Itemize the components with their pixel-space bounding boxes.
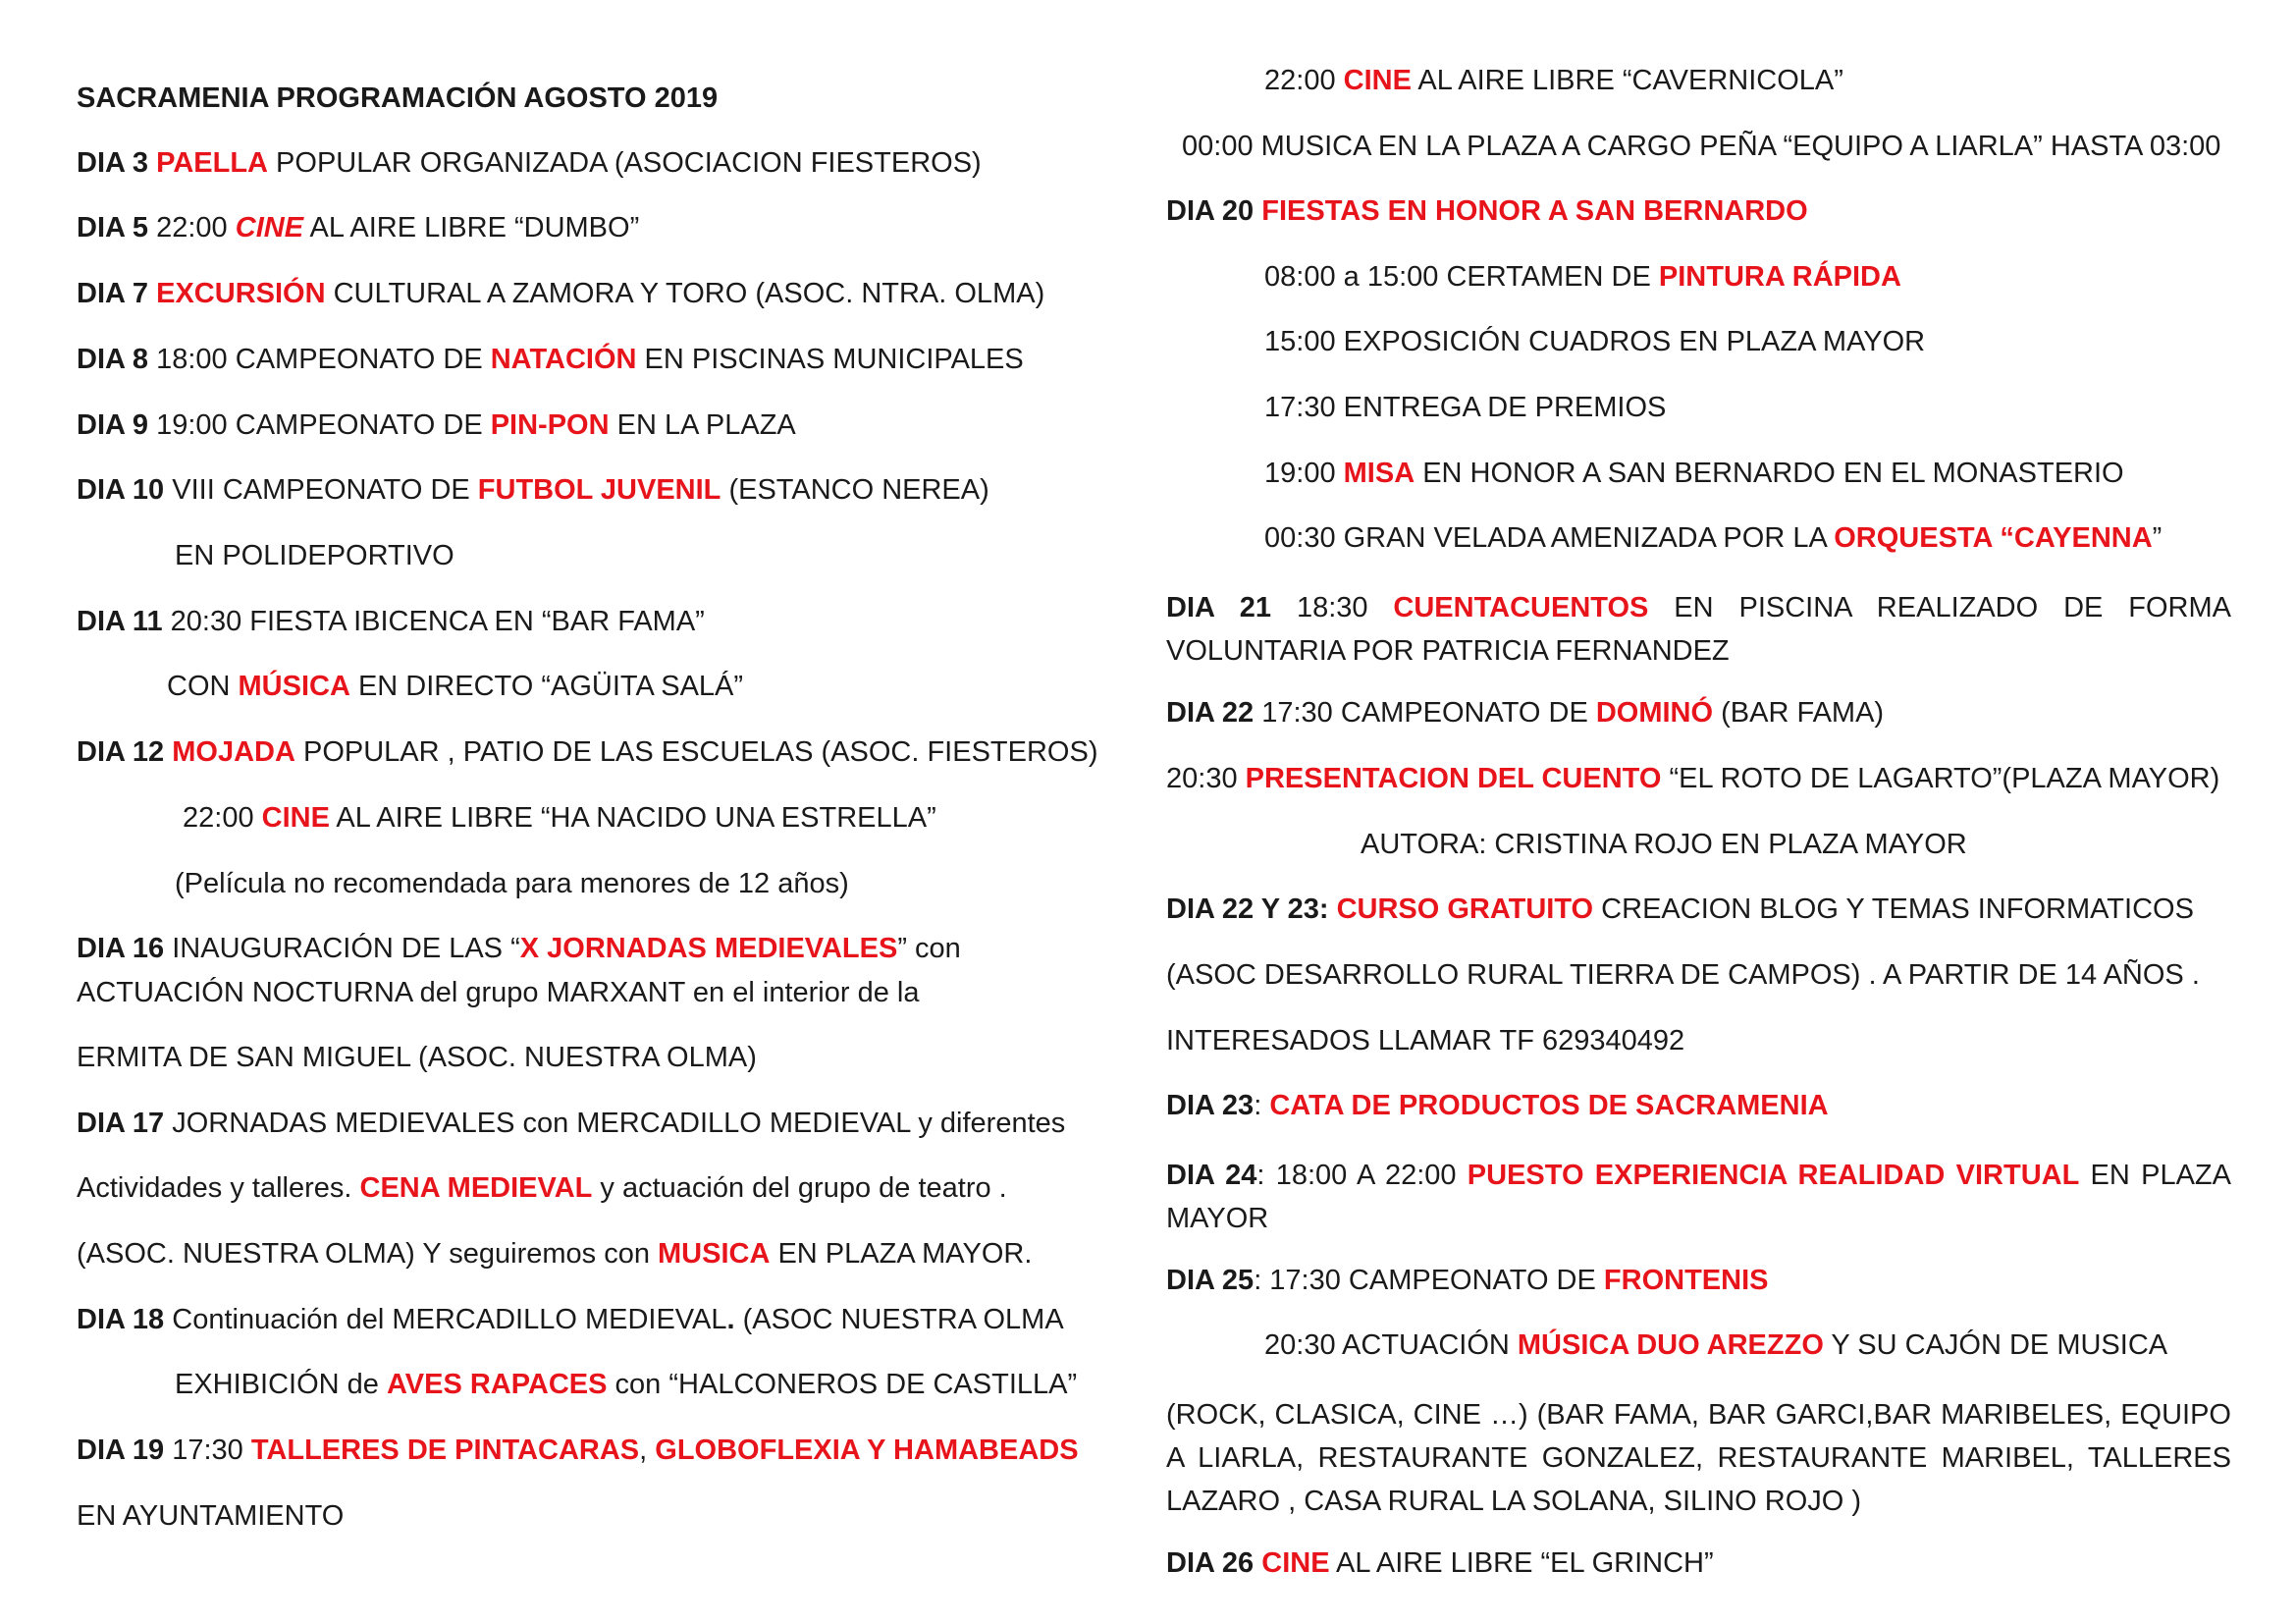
right-column-line xyxy=(1264,520,2162,556)
body-text: EN POLIDEPORTIVO xyxy=(175,540,454,571)
day-label: DIA 18 xyxy=(77,1304,165,1335)
highlight-text: PINTURA RÁPIDA xyxy=(1658,261,1901,293)
body-text: 00:30 GRAN VELADA AMENIZADA POR LA xyxy=(1264,522,1835,554)
left-column-line xyxy=(77,81,718,116)
highlight-text: PAELLA xyxy=(156,147,268,179)
body-text xyxy=(148,147,156,179)
highlight-text: AVES RAPACES xyxy=(386,1369,608,1400)
day-label: DIA 3 xyxy=(77,147,149,179)
body-text: EN AYUNTAMIENTO xyxy=(77,1500,345,1532)
body-text: 15:00 EXPOSICIÓN CUADROS EN PLAZA MAYOR xyxy=(1264,326,1926,357)
highlight-text: CINE xyxy=(235,212,304,244)
highlight-text: CINE xyxy=(261,802,330,834)
highlight-text: MUSICA xyxy=(658,1238,771,1270)
body-text: CULTURAL A ZAMORA Y TORO (ASOC. NTRA. OLMA) xyxy=(325,278,1045,309)
highlight-text: PUESTO EXPERIENCIA REALIDAD VIRTUAL xyxy=(1467,1160,2080,1191)
right-column-line xyxy=(1361,827,1967,862)
day-label: SACRAMENIA PROGRAMACIÓN AGOSTO 2019 xyxy=(77,82,719,114)
left-column-line xyxy=(77,975,919,1010)
day-label: DIA 25 xyxy=(1166,1265,1255,1296)
left-column-line xyxy=(175,866,849,901)
highlight-text: GLOBOFLEXIA Y HAMABEADS xyxy=(655,1435,1079,1466)
highlight-text: CINE xyxy=(1343,65,1412,96)
right-column-line xyxy=(1166,1023,1684,1058)
right-column-line xyxy=(1166,1263,1768,1298)
right-column-line xyxy=(1264,1327,2167,1363)
day-label: DIA 19 xyxy=(77,1435,165,1466)
left-column-line xyxy=(77,276,1044,311)
day-label: . xyxy=(726,1304,735,1335)
left-column-line xyxy=(77,931,961,966)
body-text: 18:00 CAMPEONATO DE xyxy=(148,344,491,375)
highlight-text: EXCURSIÓN xyxy=(156,278,326,309)
left-column-line xyxy=(77,1040,757,1075)
left-column-line xyxy=(175,1367,1077,1402)
body-text: “EL ROTO DE LAGARTO”(PLAZA MAYOR) xyxy=(1661,763,2220,794)
body-text: 22:00 xyxy=(148,212,236,244)
highlight-text: MISA xyxy=(1343,458,1415,489)
body-text: CREACION BLOG Y TEMAS INFORMATICOS xyxy=(1593,893,2194,925)
body-text: (ESTANCO NEREA) xyxy=(721,474,989,506)
left-column-line xyxy=(77,145,982,181)
body-text: EN PLAZA MAYOR. xyxy=(770,1238,1033,1270)
right-column-line xyxy=(1264,390,1666,425)
highlight-text: CATA DE PRODUCTOS DE SACRAMENIA xyxy=(1269,1090,1829,1121)
right-column-line xyxy=(1264,456,2124,491)
left-column-line xyxy=(77,1302,1064,1337)
right-column-line xyxy=(1166,761,2219,796)
body-text: 08:00 a 15:00 CERTAMEN DE xyxy=(1264,261,1659,293)
day-label: DIA 24 xyxy=(1166,1160,1257,1191)
body-text: VIII CAMPEONATO DE xyxy=(164,474,478,506)
body-text: 22:00 xyxy=(1264,65,1344,96)
highlight-text: CENA MEDIEVAL xyxy=(359,1172,593,1204)
day-label: DIA 17 xyxy=(77,1108,165,1139)
body-text: (ROCK, CLASICA, CINE …) (BAR FAMA, BAR GARCI,BAR MARIBELES, EQUIPO A LIARLA, RESTAURANTE GONZALEZ, RESTAURANTE MARIBEL, TALLERES LAZARO , CASA RURAL LA SOLANA, SILINO ROJO ) xyxy=(1166,1399,2231,1517)
body-text: 17:30 CAMPEONATO DE xyxy=(1254,697,1596,729)
left-column-line xyxy=(77,1106,1065,1141)
highlight-text: MOJADA xyxy=(172,736,295,768)
body-text: (ASOC NUESTRA OLMA xyxy=(734,1304,1064,1335)
left-column-line xyxy=(175,538,454,573)
highlight-text: PIN-PON xyxy=(490,409,610,441)
body-text: 20:30 xyxy=(1166,763,1246,794)
body-text: INTERESADOS LLAMAR TF 629340492 xyxy=(1166,1025,1685,1056)
day-label: DIA 7 xyxy=(77,278,149,309)
body-text: 18:30 xyxy=(1271,592,1394,623)
right-column-line xyxy=(1166,193,1808,229)
body-text: Actividades y talleres. xyxy=(77,1172,360,1204)
body-text: (ASOC. NUESTRA OLMA) Y seguiremos con xyxy=(77,1238,659,1270)
body-text: AL AIRE LIBRE “CAVERNICOLA” xyxy=(1411,65,1843,96)
day-label: DIA 9 xyxy=(77,409,149,441)
body-text: y actuación del grupo de teatro . xyxy=(592,1172,1007,1204)
highlight-text: X JORNADAS MEDIEVALES xyxy=(519,933,898,964)
body-text: 17:30 xyxy=(164,1435,251,1466)
highlight-text: MÚSICA DUO AREZZO xyxy=(1517,1329,1824,1361)
day-label: DIA 22 Y 23: xyxy=(1166,893,1329,925)
left-column-line xyxy=(77,342,1024,377)
body-text: : 17:30 CAMPEONATO DE xyxy=(1254,1265,1604,1296)
left-column-line xyxy=(77,1433,1079,1468)
right-column-line xyxy=(1166,1088,1829,1123)
body-text: EN LA PLAZA xyxy=(609,409,796,441)
left-column-line xyxy=(77,472,989,508)
highlight-text: CURSO GRATUITO xyxy=(1336,893,1594,925)
body-text: EN PISCINA REALIZADO DE FORMA VOLUNTARIA POR PATRICIA FERNANDEZ xyxy=(1166,592,2231,667)
body-text: Y SU CAJÓN DE MUSICA xyxy=(1823,1329,2168,1361)
right-column-line xyxy=(1166,892,2194,927)
right-column-line xyxy=(1264,259,1901,295)
right-column-line xyxy=(1166,1545,1714,1581)
day-label: DIA 23 xyxy=(1166,1090,1255,1121)
body-text: ERMITA DE SAN MIGUEL (ASOC. NUESTRA OLMA) xyxy=(77,1042,757,1073)
highlight-text: NATACIÓN xyxy=(490,344,637,375)
day-label: DIA 20 xyxy=(1166,195,1255,227)
right-column-line xyxy=(1166,586,2231,673)
body-text: (Película no recomendada para menores de 12 años) xyxy=(175,868,849,899)
highlight-text: MÚSICA xyxy=(238,671,350,702)
left-column-line xyxy=(77,210,639,245)
left-column-line xyxy=(77,734,1098,770)
day-label: DIA 26 xyxy=(1166,1547,1255,1579)
day-label: DIA 5 xyxy=(77,212,149,244)
left-column-line xyxy=(77,1236,1032,1272)
body-text: 22:00 xyxy=(183,802,262,834)
body-text xyxy=(148,278,156,309)
body-text: (BAR FAMA) xyxy=(1713,697,1885,729)
body-text: Continuación del MERCADILLO MEDIEVAL xyxy=(164,1304,727,1335)
highlight-text: DOMINÓ xyxy=(1595,697,1714,729)
left-column-line xyxy=(77,1170,1007,1206)
body-text: INAUGURACIÓN DE LAS “ xyxy=(164,933,520,964)
body-text: AL AIRE LIBRE “EL GRINCH” xyxy=(1329,1547,1714,1579)
day-label: DIA 22 xyxy=(1166,697,1255,729)
left-column-line xyxy=(77,407,796,443)
body-text: ” con xyxy=(897,933,961,964)
body-text: EN HONOR A SAN BERNARDO EN EL MONASTERIO xyxy=(1415,458,2124,489)
body-text: AUTORA: CRISTINA ROJO EN PLAZA MAYOR xyxy=(1361,829,1967,860)
left-column-line xyxy=(77,604,705,639)
day-label: DIA 16 xyxy=(77,933,165,964)
highlight-text: FIESTAS EN HONOR A SAN BERNARDO xyxy=(1261,195,1808,227)
body-text: 19:00 xyxy=(1264,458,1344,489)
body-text: 20:30 FIESTA IBICENCA EN “BAR FAMA” xyxy=(162,606,705,637)
right-column-line xyxy=(1166,695,1884,731)
left-column-line xyxy=(77,1498,344,1534)
body-text: 00:00 MUSICA EN LA PLAZA A CARGO PEÑA “EQUIPO A LIARLA” HASTA 03:00 xyxy=(1182,131,2221,162)
body-text: AL AIRE LIBRE “DUMBO” xyxy=(303,212,640,244)
right-column-line xyxy=(1166,1154,2231,1240)
body-text: : xyxy=(1254,1090,1270,1121)
highlight-text: TALLERES DE PINTACARAS xyxy=(250,1435,640,1466)
day-label: DIA 10 xyxy=(77,474,165,506)
body-text: CON xyxy=(167,671,239,702)
right-column-line xyxy=(1264,324,1925,359)
body-text: JORNADAS MEDIEVALES con MERCADILLO MEDIEVAL y diferentes xyxy=(164,1108,1066,1139)
right-column-line xyxy=(1264,63,1843,98)
day-label: DIA 8 xyxy=(77,344,149,375)
highlight-text: CUENTACUENTOS xyxy=(1393,592,1649,623)
highlight-text: CINE xyxy=(1261,1547,1330,1579)
body-text: ACTUACIÓN NOCTURNA del grupo MARXANT en el interior de la xyxy=(77,977,920,1008)
body-text: , xyxy=(639,1435,656,1466)
day-label: DIA 12 xyxy=(77,736,165,768)
body-text: (ASOC DESARROLLO RURAL TIERRA DE CAMPOS) . A PARTIR DE 14 AÑOS . xyxy=(1166,959,2200,991)
day-label: DIA 11 xyxy=(77,606,163,637)
body-text: EN PISCINAS MUNICIPALES xyxy=(636,344,1024,375)
body-text: POPULAR ORGANIZADA (ASOCIACION FIESTEROS) xyxy=(267,147,982,179)
highlight-text: ORQUESTA “CAYENNA xyxy=(1834,522,2153,554)
right-column-line xyxy=(1182,129,2220,164)
highlight-text: FUTBOL JUVENIL xyxy=(477,474,721,506)
highlight-text: FRONTENIS xyxy=(1603,1265,1769,1296)
body-text: 20:30 ACTUACIÓN xyxy=(1264,1329,1518,1361)
body-text: 17:30 ENTREGA DE PREMIOS xyxy=(1264,392,1667,423)
body-text: : 18:00 A 22:00 xyxy=(1256,1160,1468,1191)
body-text: con “HALCONEROS DE CASTILLA” xyxy=(607,1369,1078,1400)
right-column-line xyxy=(1166,957,2200,993)
body-text: 19:00 CAMPEONATO DE xyxy=(148,409,491,441)
body-text: POPULAR , PATIO DE LAS ESCUELAS (ASOC. FIESTEROS) xyxy=(294,736,1098,768)
body-text: EN DIRECTO “AGÜITA SALÁ” xyxy=(349,671,744,702)
body-text xyxy=(1329,893,1337,925)
body-text: EN PLAZA MAYOR xyxy=(1166,1160,2231,1234)
day-label: DIA 21 xyxy=(1166,592,1272,623)
body-text: EXHIBICIÓN de xyxy=(175,1369,387,1400)
body-text: ” xyxy=(2152,522,2163,554)
left-column-line xyxy=(167,669,743,704)
left-column-line xyxy=(183,800,936,836)
body-text: AL AIRE LIBRE “HA NACIDO UNA ESTRELLA” xyxy=(329,802,936,834)
right-column-line xyxy=(1166,1393,2231,1523)
highlight-text: PRESENTACION DEL CUENTO xyxy=(1245,763,1662,794)
